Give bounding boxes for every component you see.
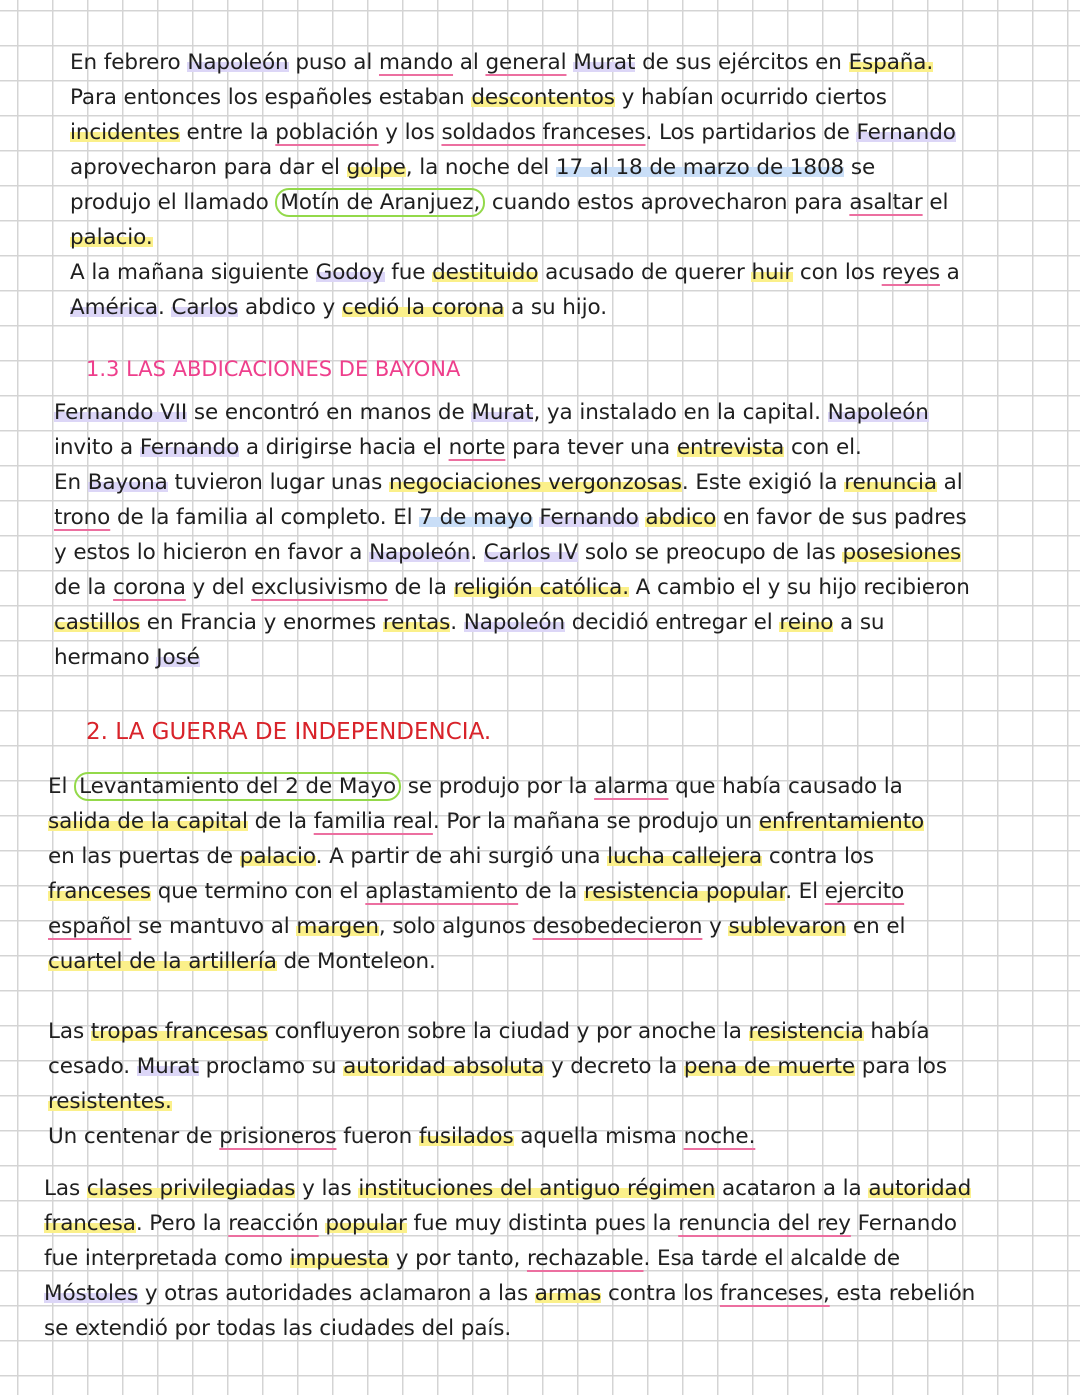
text-segment: , la noche del bbox=[405, 155, 556, 180]
text-segment: tuvieron lugar unas bbox=[167, 470, 390, 495]
text-line bbox=[48, 874, 924, 909]
underlined-term: reyes bbox=[881, 260, 940, 285]
underlined-term: norte bbox=[448, 435, 506, 460]
text-segment: esta rebelión bbox=[829, 1281, 976, 1306]
highlighted-term: religión católica. bbox=[453, 575, 629, 600]
text-line bbox=[48, 1049, 947, 1084]
section-heading-abdicaciones: 1.3 LAS ABDICACIONES DE BAYONA bbox=[86, 357, 461, 381]
highlighted-term: abdico bbox=[645, 505, 717, 530]
paragraph-abdicaciones bbox=[54, 395, 970, 675]
text-segment: en las puertas de bbox=[48, 844, 240, 869]
text-segment: A cambio el y su hijo recibieron bbox=[628, 575, 970, 600]
text-segment: y estos lo hicieron en favor a bbox=[54, 540, 370, 565]
text-line bbox=[70, 185, 960, 220]
underlined-term: franceses, bbox=[719, 1281, 830, 1306]
text-segment: cuando estos aprovecharon para bbox=[485, 190, 850, 215]
text-segment: que había causado la bbox=[668, 774, 903, 799]
text-line bbox=[48, 944, 924, 979]
text-segment: de la familia al completo. El bbox=[110, 505, 420, 530]
text-segment: y bbox=[702, 914, 729, 939]
highlighted-term: palacio. bbox=[70, 225, 153, 250]
underlined-term: rechazable bbox=[526, 1246, 644, 1271]
highlighted-term: francesa bbox=[44, 1211, 136, 1236]
text-line bbox=[70, 220, 960, 255]
text-line bbox=[70, 255, 960, 290]
highlighted-term: entrevista bbox=[676, 435, 785, 460]
text-segment: al bbox=[453, 50, 486, 75]
underlined-term: español bbox=[48, 914, 132, 939]
text-line bbox=[54, 500, 970, 535]
underlined-term: desobedecieron bbox=[532, 914, 703, 939]
highlighted-term: fusilados bbox=[418, 1124, 514, 1149]
text-segment: en el bbox=[846, 914, 906, 939]
highlighted-term: salida de la capital bbox=[48, 809, 248, 834]
text-segment: se extendió por todas las ciudades del país. bbox=[44, 1316, 512, 1341]
text-segment: . Por la mañana se produjo un bbox=[432, 809, 759, 834]
paragraph-tropas-francesas bbox=[48, 1014, 947, 1154]
date-highlight: 7 de mayo bbox=[419, 505, 533, 530]
text-segment: y habían ocurrido ciertos bbox=[614, 85, 887, 110]
text-segment: abdico y bbox=[238, 295, 342, 320]
text-segment: , solo algunos bbox=[378, 914, 533, 939]
highlighted-term: impuesta bbox=[289, 1246, 390, 1271]
highlighted-term: armas bbox=[534, 1281, 602, 1306]
highlighted-term: autoridad bbox=[868, 1176, 972, 1201]
text-segment: En febrero bbox=[70, 50, 188, 75]
paragraph-reaccion-popular bbox=[44, 1171, 975, 1346]
underlined-term: general bbox=[485, 50, 567, 75]
highlighted-term: posesiones bbox=[842, 540, 962, 565]
underlined-term: mando bbox=[378, 50, 454, 75]
text-segment: fue interpretada como bbox=[44, 1246, 290, 1271]
text-line bbox=[44, 1206, 975, 1241]
highlighted-term: margen bbox=[296, 914, 379, 939]
highlighted-term: cedió la corona bbox=[341, 295, 505, 320]
name-highlight: José bbox=[156, 645, 200, 670]
text-line bbox=[44, 1171, 975, 1206]
name-highlight: Carlos IV bbox=[483, 540, 579, 565]
text-segment: y las bbox=[295, 1176, 359, 1201]
text-line bbox=[54, 395, 970, 430]
name-highlight: Fernando bbox=[539, 505, 639, 530]
text-segment: En bbox=[54, 470, 88, 495]
name-highlight: Carlos bbox=[171, 295, 239, 320]
name-highlight: Godoy bbox=[315, 260, 385, 285]
highlighted-term: popular bbox=[325, 1211, 407, 1236]
name-highlight: Fernando bbox=[856, 120, 956, 145]
text-segment: de sus ejércitos en bbox=[635, 50, 849, 75]
underlined-term: exclusivismo bbox=[251, 575, 388, 600]
text-line bbox=[44, 1241, 975, 1276]
text-line bbox=[54, 570, 970, 605]
text-segment: se encontró en manos de bbox=[187, 400, 472, 425]
text-line bbox=[48, 839, 924, 874]
text-segment: . bbox=[450, 610, 464, 635]
text-segment: fue bbox=[384, 260, 433, 285]
text-segment: , ya instalado en la capital. bbox=[533, 400, 828, 425]
text-segment: Para entonces los españoles estaban bbox=[70, 85, 472, 110]
underlined-term: población bbox=[275, 120, 379, 145]
name-highlight: América bbox=[70, 295, 158, 320]
text-line bbox=[48, 804, 924, 839]
underlined-term: ejercito bbox=[824, 879, 905, 904]
text-segment: el bbox=[922, 190, 949, 215]
name-highlight: Murat bbox=[471, 400, 534, 425]
text-segment: a su bbox=[833, 610, 885, 635]
highlighted-term: negociaciones vergonzosas bbox=[389, 470, 682, 495]
highlighted-term: sublevaron bbox=[728, 914, 847, 939]
text-segment: solo se preocupo de las bbox=[578, 540, 843, 565]
text-line bbox=[48, 769, 924, 804]
text-segment: confluyeron sobre la ciudad y por anoche la bbox=[267, 1019, 749, 1044]
text-line bbox=[48, 1084, 947, 1119]
text-segment: contra los bbox=[601, 1281, 720, 1306]
text-line bbox=[54, 535, 970, 570]
text-segment: aquella misma bbox=[513, 1124, 684, 1149]
text-segment: acataron a la bbox=[715, 1176, 869, 1201]
text-segment: invito a bbox=[54, 435, 140, 460]
text-segment: se mantuvo al bbox=[131, 914, 297, 939]
text-line bbox=[44, 1276, 975, 1311]
text-line bbox=[48, 909, 924, 944]
underlined-term: reacción bbox=[228, 1211, 319, 1236]
text-segment: Fernando bbox=[850, 1211, 957, 1236]
text-segment: para los bbox=[855, 1054, 947, 1079]
highlighted-term: renuncia bbox=[844, 470, 937, 495]
date-highlight: 17 al 18 de marzo de 1808 bbox=[555, 155, 845, 180]
text-segment: . El bbox=[785, 879, 825, 904]
highlighted-term: clases privilegiadas bbox=[86, 1176, 296, 1201]
underlined-term: prisioneros bbox=[219, 1124, 337, 1149]
text-segment: y del bbox=[185, 575, 252, 600]
text-segment: aprovecharon para dar el bbox=[70, 155, 347, 180]
section-heading-guerra: 2. LA GUERRA DE INDEPENDENCIA. bbox=[86, 719, 492, 745]
text-segment: entre la bbox=[179, 120, 276, 145]
text-line bbox=[54, 430, 970, 465]
text-line bbox=[48, 1014, 947, 1049]
text-line bbox=[70, 150, 960, 185]
name-highlight: Fernando bbox=[139, 435, 240, 460]
name-highlight: Bayona bbox=[87, 470, 168, 495]
text-segment: proclamo su bbox=[198, 1054, 344, 1079]
highlighted-term: resistencia bbox=[748, 1019, 864, 1044]
text-segment: de Monteleon. bbox=[276, 949, 436, 974]
text-segment: a dirigirse hacia el bbox=[239, 435, 449, 460]
name-highlight: Napoleón bbox=[187, 50, 289, 75]
text-segment: . Este exigió la bbox=[681, 470, 845, 495]
name-highlight: Napoleón bbox=[827, 400, 929, 425]
highlighted-term: resistencia popular bbox=[583, 879, 786, 904]
text-segment: . Esa tarde el alcalde de bbox=[643, 1246, 900, 1271]
name-highlight: Napoleón bbox=[463, 610, 565, 635]
underlined-term: aplastamiento bbox=[365, 879, 519, 904]
highlighted-term: castillos bbox=[54, 610, 141, 635]
text-segment: se produjo por la bbox=[401, 774, 595, 799]
text-segment: Las bbox=[44, 1176, 87, 1201]
text-segment: produjo el llamado bbox=[70, 190, 276, 215]
text-segment: con el. bbox=[784, 435, 862, 460]
text-line bbox=[70, 45, 960, 80]
text-segment: para tever una bbox=[505, 435, 677, 460]
underlined-term: noche. bbox=[683, 1124, 756, 1149]
name-highlight: Murat bbox=[573, 50, 636, 75]
text-segment: a bbox=[939, 260, 960, 285]
text-segment: hermano bbox=[54, 645, 157, 670]
text-segment: y otras autoridades aclamaron a las bbox=[138, 1281, 535, 1306]
highlighted-term: reino bbox=[779, 610, 834, 635]
text-segment: El bbox=[48, 774, 75, 799]
text-segment: . A partir de ahi surgió una bbox=[315, 844, 608, 869]
highlighted-term: golpe bbox=[346, 155, 406, 180]
text-segment: y decreto la bbox=[544, 1054, 684, 1079]
highlighted-term: lucha callejera bbox=[607, 844, 763, 869]
text-segment: de la bbox=[247, 809, 314, 834]
circled-term: Motín de Aranjuez, bbox=[275, 188, 485, 217]
text-segment: en favor de sus padres bbox=[716, 505, 967, 530]
text-segment: . bbox=[158, 295, 172, 320]
text-segment: acusado de querer bbox=[538, 260, 752, 285]
highlighted-term: franceses bbox=[48, 879, 151, 904]
highlighted-term: autoridad absoluta bbox=[343, 1054, 545, 1079]
highlighted-term: tropas francesas bbox=[90, 1019, 268, 1044]
text-segment: a su hijo. bbox=[504, 295, 607, 320]
underlined-term: corona bbox=[113, 575, 186, 600]
highlighted-term: destituido bbox=[432, 260, 539, 285]
text-segment: y por tanto, bbox=[389, 1246, 527, 1271]
text-segment: . bbox=[470, 540, 484, 565]
name-highlight: Móstoles bbox=[44, 1281, 139, 1306]
text-line bbox=[70, 80, 960, 115]
highlighted-term: descontentos bbox=[471, 85, 615, 110]
highlighted-term: incidentes bbox=[70, 120, 180, 145]
text-segment: decidió entregar el bbox=[564, 610, 780, 635]
highlighted-term: España. bbox=[848, 50, 934, 75]
text-segment: de la bbox=[54, 575, 114, 600]
highlighted-term: instituciones del antiguo régimen bbox=[358, 1176, 716, 1201]
text-segment: . Los partidarios de bbox=[645, 120, 857, 145]
text-segment: y los bbox=[378, 120, 442, 145]
highlighted-term: pena de muerte bbox=[683, 1054, 856, 1079]
text-segment: en Francia y enormes bbox=[140, 610, 383, 635]
text-segment: Un centenar de bbox=[48, 1124, 220, 1149]
text-line bbox=[54, 640, 970, 675]
text-line bbox=[48, 1119, 947, 1154]
text-segment: cesado. bbox=[48, 1054, 137, 1079]
name-highlight: Napoleón bbox=[369, 540, 471, 565]
highlighted-term: enfrentamiento bbox=[758, 809, 925, 834]
text-line bbox=[54, 605, 970, 640]
text-line bbox=[44, 1311, 975, 1346]
text-segment: se bbox=[844, 155, 876, 180]
underlined-term: renuncia del rey bbox=[678, 1211, 851, 1236]
text-line bbox=[54, 465, 970, 500]
paragraph-motin-aranjuez bbox=[70, 45, 960, 325]
text-segment: con los bbox=[793, 260, 882, 285]
name-highlight: Fernando VII bbox=[54, 400, 188, 425]
underlined-term: familia real bbox=[313, 809, 433, 834]
text-line bbox=[70, 115, 960, 150]
text-segment: fueron bbox=[336, 1124, 419, 1149]
text-segment: contra los bbox=[762, 844, 875, 869]
text-segment: que termino con el bbox=[151, 879, 366, 904]
underlined-term: soldados franceses bbox=[441, 120, 646, 145]
text-segment: Las bbox=[48, 1019, 91, 1044]
underlined-term: alarma bbox=[594, 774, 669, 799]
text-segment: A la mañana siguiente bbox=[70, 260, 316, 285]
text-segment: había bbox=[863, 1019, 930, 1044]
text-line bbox=[70, 290, 960, 325]
highlighted-term: palacio bbox=[239, 844, 316, 869]
text-segment: . Pero la bbox=[135, 1211, 229, 1236]
highlighted-term: rentas bbox=[382, 610, 451, 635]
underlined-term: asaltar bbox=[849, 190, 923, 215]
highlighted-term: resistentes. bbox=[48, 1089, 172, 1114]
highlighted-term: huir bbox=[751, 260, 794, 285]
name-highlight: Murat bbox=[136, 1054, 199, 1079]
text-segment: al bbox=[936, 470, 963, 495]
text-segment: puso al bbox=[288, 50, 379, 75]
underlined-term: trono bbox=[54, 505, 111, 530]
text-segment: de la bbox=[518, 879, 584, 904]
highlighted-term: cuartel de la artillería bbox=[48, 949, 277, 974]
text-segment: fue muy distinta pues la bbox=[406, 1211, 679, 1236]
text-segment: de la bbox=[387, 575, 454, 600]
paragraph-levantamiento bbox=[48, 769, 924, 979]
circled-term: Levantamiento del 2 de Mayo bbox=[74, 772, 401, 801]
